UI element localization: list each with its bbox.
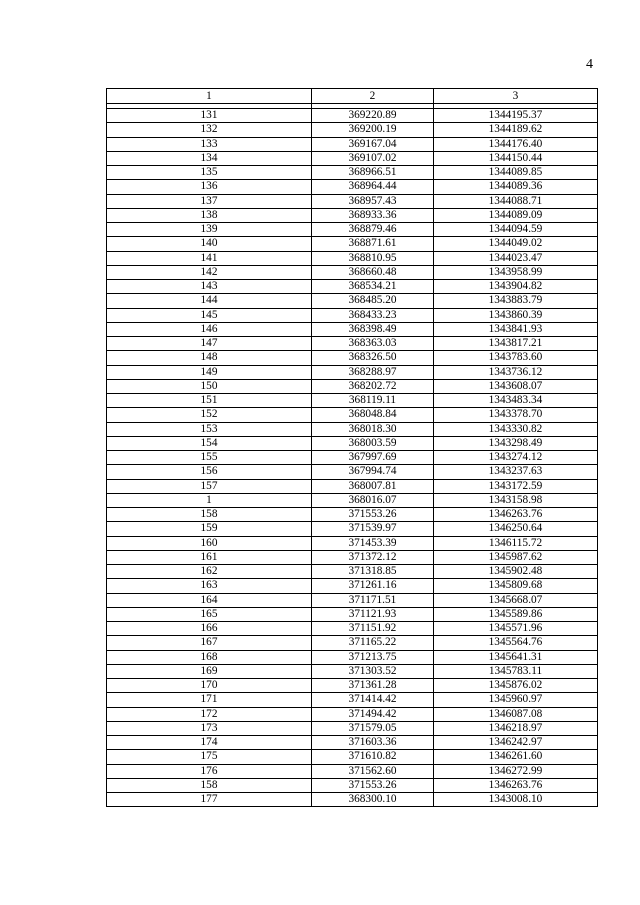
y-coordinate-cell: 1345876.02: [434, 679, 598, 693]
table-row: [107, 750, 598, 764]
x-coordinate-cell: 371213.75: [312, 650, 434, 664]
y-coordinate-cell: 1345960.97: [434, 693, 598, 707]
point-number-cell: 160: [107, 536, 312, 550]
x-coordinate-cell: 371562.60: [312, 764, 434, 778]
point-number-cell: 156: [107, 465, 312, 479]
x-coordinate-cell: 368871.61: [312, 237, 434, 251]
y-coordinate-cell: 1343330.82: [434, 422, 598, 436]
x-coordinate-cell: 368660.48: [312, 265, 434, 279]
x-coordinate-cell: 371318.85: [312, 565, 434, 579]
y-coordinate-cell: 1343841.93: [434, 322, 598, 336]
y-coordinate-cell: 1345668.07: [434, 593, 598, 607]
x-coordinate-cell: 371539.97: [312, 522, 434, 536]
table-row: [107, 223, 598, 237]
table-row: [107, 408, 598, 422]
x-coordinate-cell: 371414.42: [312, 693, 434, 707]
table-row: [107, 565, 598, 579]
point-number-cell: 150: [107, 379, 312, 393]
x-coordinate-cell: 368966.51: [312, 166, 434, 180]
point-number-cell: 177: [107, 793, 312, 807]
table-row: [107, 650, 598, 664]
x-coordinate-cell: 371372.12: [312, 550, 434, 564]
y-coordinate-cell: 1344195.37: [434, 109, 598, 123]
point-number-cell: 153: [107, 422, 312, 436]
table-row: [107, 508, 598, 522]
x-coordinate-cell: 368433.23: [312, 308, 434, 322]
x-coordinate-cell: 371261.16: [312, 579, 434, 593]
table-row: [107, 394, 598, 408]
y-coordinate-cell: 1345571.96: [434, 622, 598, 636]
x-coordinate-cell: 369167.04: [312, 137, 434, 151]
y-coordinate-cell: 1345902.48: [434, 565, 598, 579]
x-coordinate-cell: 368810.95: [312, 251, 434, 265]
y-coordinate-cell: 1346272.99: [434, 764, 598, 778]
point-number-cell: 149: [107, 365, 312, 379]
table-row: [107, 550, 598, 564]
column-header-2: 2: [312, 89, 434, 104]
table-row: [107, 679, 598, 693]
x-coordinate-cell: 371553.26: [312, 508, 434, 522]
table-row: [107, 764, 598, 778]
point-number-cell: 169: [107, 664, 312, 678]
table-row: [107, 280, 598, 294]
table-row: [107, 337, 598, 351]
x-coordinate-cell: 368016.07: [312, 493, 434, 507]
point-number-cell: 152: [107, 408, 312, 422]
point-number-cell: 139: [107, 223, 312, 237]
point-number-cell: 148: [107, 351, 312, 365]
x-coordinate-cell: 368119.11: [312, 394, 434, 408]
table-row: [107, 208, 598, 222]
point-number-cell: 138: [107, 208, 312, 222]
x-coordinate-cell: 371453.39: [312, 536, 434, 550]
y-coordinate-cell: 1345564.76: [434, 636, 598, 650]
point-number-cell: 132: [107, 123, 312, 137]
point-number-cell: 172: [107, 707, 312, 721]
y-coordinate-cell: 1343298.49: [434, 436, 598, 450]
y-coordinate-cell: 1344089.36: [434, 180, 598, 194]
point-number-cell: 155: [107, 451, 312, 465]
table-row: [107, 622, 598, 636]
point-number-cell: 141: [107, 251, 312, 265]
point-number-cell: 131: [107, 109, 312, 123]
y-coordinate-cell: 1343237.63: [434, 465, 598, 479]
coordinates-table: [106, 88, 598, 807]
point-number-cell: 173: [107, 721, 312, 735]
point-number-cell: 146: [107, 322, 312, 336]
point-number-cell: 164: [107, 593, 312, 607]
x-coordinate-cell: 371610.82: [312, 750, 434, 764]
y-coordinate-cell: 1343817.21: [434, 337, 598, 351]
y-coordinate-cell: 1343783.60: [434, 351, 598, 365]
y-coordinate-cell: 1346250.64: [434, 522, 598, 536]
y-coordinate-cell: 1343483.34: [434, 394, 598, 408]
x-coordinate-cell: 368485.20: [312, 294, 434, 308]
y-coordinate-cell: 1343158.98: [434, 493, 598, 507]
y-coordinate-cell: 1343608.07: [434, 379, 598, 393]
point-number-cell: 1: [107, 493, 312, 507]
point-number-cell: 145: [107, 308, 312, 322]
point-number-cell: 165: [107, 607, 312, 621]
table-row: [107, 693, 598, 707]
table-row: [107, 736, 598, 750]
table-row: [107, 308, 598, 322]
y-coordinate-cell: 1346242.97: [434, 736, 598, 750]
table-row: [107, 664, 598, 678]
table-row: [107, 379, 598, 393]
y-coordinate-cell: 1346263.76: [434, 778, 598, 792]
table-row: [107, 365, 598, 379]
y-coordinate-cell: 1343904.82: [434, 280, 598, 294]
point-number-cell: 154: [107, 436, 312, 450]
y-coordinate-cell: 1346218.97: [434, 721, 598, 735]
point-number-cell: 135: [107, 166, 312, 180]
x-coordinate-cell: 368018.30: [312, 422, 434, 436]
point-number-cell: 175: [107, 750, 312, 764]
table-row: [107, 151, 598, 165]
table-row: [107, 137, 598, 151]
table-row: [107, 721, 598, 735]
table-row: [107, 265, 598, 279]
y-coordinate-cell: 1345589.86: [434, 607, 598, 621]
y-coordinate-cell: 1343860.39: [434, 308, 598, 322]
x-coordinate-cell: 371171.51: [312, 593, 434, 607]
table-row: [107, 422, 598, 436]
table-row: [107, 536, 598, 550]
point-number-cell: 161: [107, 550, 312, 564]
x-coordinate-cell: 368363.03: [312, 337, 434, 351]
x-coordinate-cell: 368300.10: [312, 793, 434, 807]
point-number-cell: 171: [107, 693, 312, 707]
table-row: [107, 707, 598, 721]
x-coordinate-cell: 371603.36: [312, 736, 434, 750]
point-number-cell: 143: [107, 280, 312, 294]
table-row: [107, 123, 598, 137]
x-coordinate-cell: 371165.22: [312, 636, 434, 650]
table-body: [107, 104, 598, 807]
table-row: [107, 778, 598, 792]
y-coordinate-cell: 1343378.70: [434, 408, 598, 422]
y-coordinate-cell: 1344176.40: [434, 137, 598, 151]
y-coordinate-cell: 1346087.08: [434, 707, 598, 721]
y-coordinate-cell: 1346115.72: [434, 536, 598, 550]
table-row: [107, 493, 598, 507]
x-coordinate-cell: 367997.69: [312, 451, 434, 465]
point-number-cell: 159: [107, 522, 312, 536]
y-coordinate-cell: 1343274.12: [434, 451, 598, 465]
column-header-3: 3: [434, 89, 598, 104]
point-number-cell: 147: [107, 337, 312, 351]
x-coordinate-cell: 371553.26: [312, 778, 434, 792]
point-number-cell: 140: [107, 237, 312, 251]
table-row: [107, 294, 598, 308]
point-number-cell: 176: [107, 764, 312, 778]
point-number-cell: 144: [107, 294, 312, 308]
x-coordinate-cell: 368933.36: [312, 208, 434, 222]
column-header-1: 1: [107, 89, 312, 104]
x-coordinate-cell: 368957.43: [312, 194, 434, 208]
y-coordinate-cell: 1343736.12: [434, 365, 598, 379]
header-row: [107, 89, 598, 104]
x-coordinate-cell: 368964.44: [312, 180, 434, 194]
x-coordinate-cell: 368398.49: [312, 322, 434, 336]
y-coordinate-cell: 1344189.62: [434, 123, 598, 137]
y-coordinate-cell: 1344089.09: [434, 208, 598, 222]
x-coordinate-cell: 368879.46: [312, 223, 434, 237]
y-coordinate-cell: 1343883.79: [434, 294, 598, 308]
y-coordinate-cell: 1343958.99: [434, 265, 598, 279]
y-coordinate-cell: 1345641.31: [434, 650, 598, 664]
point-number-cell: 162: [107, 565, 312, 579]
point-number-cell: 170: [107, 679, 312, 693]
x-coordinate-cell: 371361.28: [312, 679, 434, 693]
x-coordinate-cell: 367994.74: [312, 465, 434, 479]
table-row: [107, 180, 598, 194]
table-row: [107, 436, 598, 450]
table-header: [107, 89, 598, 104]
table-row: [107, 351, 598, 365]
table-row: [107, 194, 598, 208]
y-coordinate-cell: 1343172.59: [434, 479, 598, 493]
table-row: [107, 237, 598, 251]
x-coordinate-cell: 368003.59: [312, 436, 434, 450]
y-coordinate-cell: 1344150.44: [434, 151, 598, 165]
x-coordinate-cell: 371303.52: [312, 664, 434, 678]
x-coordinate-cell: 368048.84: [312, 408, 434, 422]
point-number-cell: 142: [107, 265, 312, 279]
page-number: 4: [586, 57, 593, 72]
table-row: [107, 109, 598, 123]
point-number-cell: 163: [107, 579, 312, 593]
point-number-cell: 136: [107, 180, 312, 194]
x-coordinate-cell: 368534.21: [312, 280, 434, 294]
table-row: [107, 522, 598, 536]
table-row: [107, 479, 598, 493]
point-number-cell: 151: [107, 394, 312, 408]
table-row: [107, 166, 598, 180]
x-coordinate-cell: 371579.05: [312, 721, 434, 735]
point-number-cell: 168: [107, 650, 312, 664]
table-row: [107, 579, 598, 593]
y-coordinate-cell: 1345783.11: [434, 664, 598, 678]
table-row: [107, 607, 598, 621]
table-row: [107, 465, 598, 479]
x-coordinate-cell: 368326.50: [312, 351, 434, 365]
x-coordinate-cell: 371151.92: [312, 622, 434, 636]
table-row: [107, 593, 598, 607]
y-coordinate-cell: 1343008.10: [434, 793, 598, 807]
table-row: [107, 251, 598, 265]
x-coordinate-cell: 368007.81: [312, 479, 434, 493]
y-coordinate-cell: 1345987.62: [434, 550, 598, 564]
y-coordinate-cell: 1344088.71: [434, 194, 598, 208]
point-number-cell: 133: [107, 137, 312, 151]
point-number-cell: 157: [107, 479, 312, 493]
point-number-cell: 158: [107, 508, 312, 522]
x-coordinate-cell: 369107.02: [312, 151, 434, 165]
y-coordinate-cell: 1345809.68: [434, 579, 598, 593]
point-number-cell: 167: [107, 636, 312, 650]
point-number-cell: 137: [107, 194, 312, 208]
x-coordinate-cell: 368288.97: [312, 365, 434, 379]
y-coordinate-cell: 1344089.85: [434, 166, 598, 180]
y-coordinate-cell: 1346263.76: [434, 508, 598, 522]
point-number-cell: 166: [107, 622, 312, 636]
table-row: [107, 322, 598, 336]
table-row: [107, 636, 598, 650]
x-coordinate-cell: 371494.42: [312, 707, 434, 721]
point-number-cell: 134: [107, 151, 312, 165]
table-row: [107, 793, 598, 807]
table-row: [107, 451, 598, 465]
x-coordinate-cell: 369200.19: [312, 123, 434, 137]
y-coordinate-cell: 1344049.02: [434, 237, 598, 251]
x-coordinate-cell: 371121.93: [312, 607, 434, 621]
y-coordinate-cell: 1346261.60: [434, 750, 598, 764]
point-number-cell: 158: [107, 778, 312, 792]
y-coordinate-cell: 1344023.47: [434, 251, 598, 265]
x-coordinate-cell: 369220.89: [312, 109, 434, 123]
x-coordinate-cell: 368202.72: [312, 379, 434, 393]
point-number-cell: 174: [107, 736, 312, 750]
y-coordinate-cell: 1344094.59: [434, 223, 598, 237]
